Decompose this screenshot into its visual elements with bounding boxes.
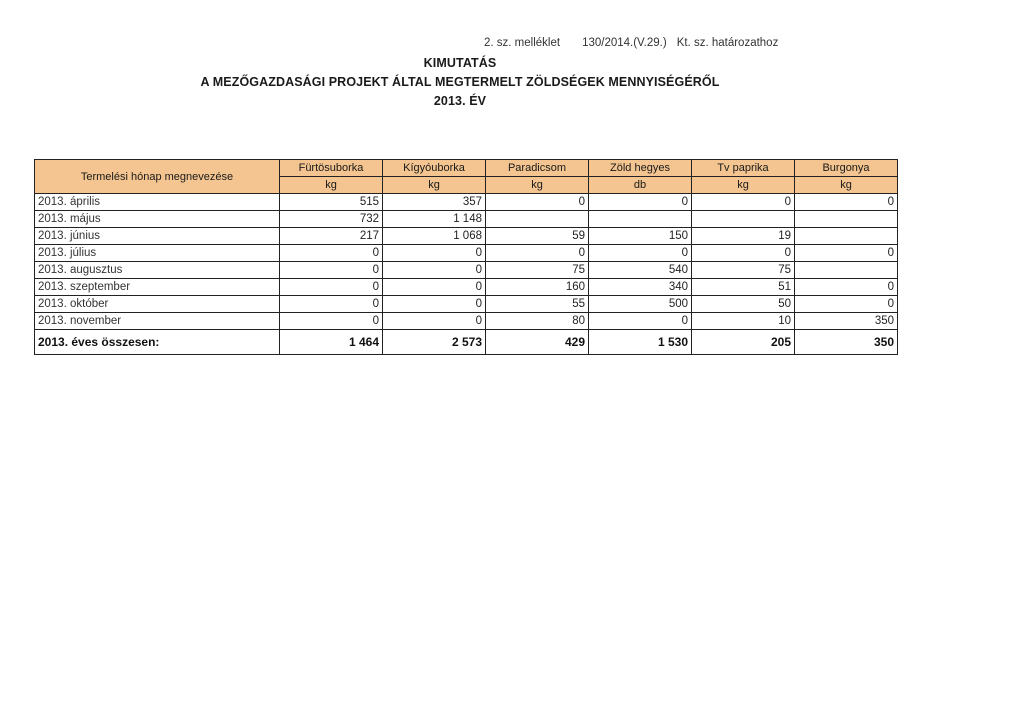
table-cell: 75	[486, 262, 589, 279]
table-cell: 0	[589, 194, 692, 211]
table-cell: 0	[383, 279, 486, 296]
table-row	[35, 313, 898, 330]
table-cell	[486, 211, 589, 228]
table-row	[35, 194, 898, 211]
table-cell	[795, 228, 898, 245]
month-column-header: Termelési hónap megnevezése	[35, 160, 280, 194]
table-cell: 540	[589, 262, 692, 279]
annex-reference	[484, 37, 778, 49]
table-cell: 0	[795, 279, 898, 296]
total-label: 2013. éves összesen:	[35, 330, 280, 355]
annex-decision-reference: Kt. sz. határozathoz	[676, 37, 779, 49]
table-cell: 0	[280, 313, 383, 330]
total-cell: 429	[486, 330, 589, 355]
row-month-label: 2013. október	[35, 296, 280, 313]
table-cell: 350	[795, 313, 898, 330]
column-unit: db	[589, 177, 692, 194]
table-cell: 732	[280, 211, 383, 228]
table-row	[35, 211, 898, 228]
table-cell: 0	[692, 245, 795, 262]
column-unit: kg	[280, 177, 383, 194]
table-cell: 10	[692, 313, 795, 330]
table-cell: 59	[486, 228, 589, 245]
table-cell: 0	[795, 194, 898, 211]
table-cell: 0	[589, 313, 692, 330]
table-row	[35, 262, 898, 279]
table-cell: 0	[795, 296, 898, 313]
row-month-label: 2013. május	[35, 211, 280, 228]
table-cell: 0	[589, 245, 692, 262]
column-unit: kg	[383, 177, 486, 194]
table-row	[35, 228, 898, 245]
column-header-name: Burgonya	[795, 160, 898, 177]
column-header-name: Fürtösuborka	[280, 160, 383, 177]
table-cell	[795, 211, 898, 228]
column-unit: kg	[486, 177, 589, 194]
table-row	[35, 245, 898, 262]
table-cell: 1 148	[383, 211, 486, 228]
row-month-label: 2013. november	[35, 313, 280, 330]
table-cell: 150	[589, 228, 692, 245]
total-cell: 1 464	[280, 330, 383, 355]
table-cell: 0	[795, 245, 898, 262]
table-cell: 80	[486, 313, 589, 330]
table-cell: 0	[486, 245, 589, 262]
table-cell	[692, 211, 795, 228]
row-month-label: 2013. augusztus	[35, 262, 280, 279]
table-cell: 1 068	[383, 228, 486, 245]
column-header-name: Kígyóuborka	[383, 160, 486, 177]
table-cell: 500	[589, 296, 692, 313]
table-cell	[795, 262, 898, 279]
document-subtitle: A MEZŐGAZDASÁGI PROJEKT ÁLTAL MEGTERMELT ZÖLDSÉGEK MENNYISÉGÉRŐL	[200, 75, 720, 89]
table-header-row	[35, 160, 898, 177]
table-cell: 0	[486, 194, 589, 211]
table-cell: 75	[692, 262, 795, 279]
table-cell: 160	[486, 279, 589, 296]
table-cell: 55	[486, 296, 589, 313]
row-month-label: 2013. szeptember	[35, 279, 280, 296]
column-header-name: Tv paprika	[692, 160, 795, 177]
table-cell: 0	[692, 194, 795, 211]
table-cell: 0	[383, 262, 486, 279]
column-unit: kg	[795, 177, 898, 194]
table-cell: 217	[280, 228, 383, 245]
row-month-label: 2013. június	[35, 228, 280, 245]
table-cell: 0	[383, 296, 486, 313]
row-month-label: 2013. július	[35, 245, 280, 262]
total-row	[35, 330, 898, 355]
document-year: 2013. ÉV	[433, 94, 487, 108]
total-cell: 1 530	[589, 330, 692, 355]
table-cell: 357	[383, 194, 486, 211]
total-cell: 205	[692, 330, 795, 355]
table-row	[35, 279, 898, 296]
row-month-label: 2013. április	[35, 194, 280, 211]
annex-attachment: 2. sz. melléklet	[484, 37, 561, 49]
table-cell: 0	[383, 245, 486, 262]
table-cell: 19	[692, 228, 795, 245]
column-header-name: Paradicsom	[486, 160, 589, 177]
column-unit: kg	[692, 177, 795, 194]
table-cell: 0	[383, 313, 486, 330]
document-title: KIMUTATÁS	[423, 56, 497, 70]
table-cell: 50	[692, 296, 795, 313]
table-cell: 0	[280, 245, 383, 262]
column-header-name: Zöld hegyes	[589, 160, 692, 177]
total-cell: 2 573	[383, 330, 486, 355]
table-cell: 0	[280, 262, 383, 279]
table-row	[35, 296, 898, 313]
production-table	[34, 159, 898, 355]
table-cell: 340	[589, 279, 692, 296]
table-cell: 515	[280, 194, 383, 211]
total-cell: 350	[795, 330, 898, 355]
table-cell: 0	[280, 279, 383, 296]
table-cell	[589, 211, 692, 228]
annex-decision-number: 130/2014.(V.29.)	[582, 37, 667, 49]
table-cell: 51	[692, 279, 795, 296]
table-cell: 0	[280, 296, 383, 313]
